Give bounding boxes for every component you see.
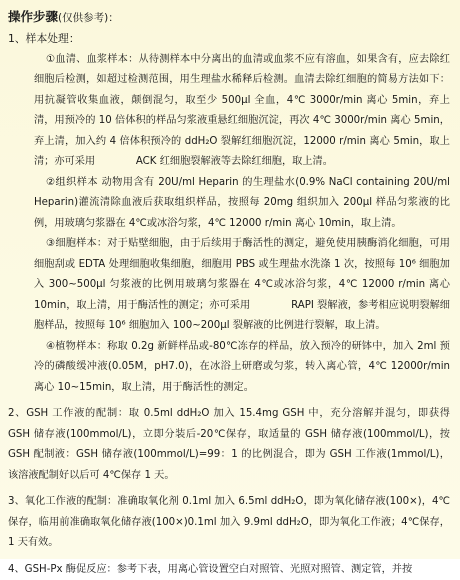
plant-paragraph: ④植物样本：称取 0.2g 新鲜样品或-80℃冻存的样品，放入预冷的研钵中，加入 2ml 预冷的磷酸缓冲液(0.05M，pH7.0)，在冰浴上研磨或匀浆，转入离心管，4℃ 12000r/min 离心 10~15min，取上清，用于酶活性的测定。 [8, 337, 450, 399]
title-note: (仅供参考)： [58, 12, 119, 24]
cell-paragraph: ③细胞样本：对于贴壁细胞，由于后续用于酶活性的测定，避免使用胰酶消化细胞，可用细胞刮或 EDTA 处理细胞收集细胞，细胞用 PBS 或生理盐水洗涤 1 次，按照每 10⁶ 细胞加入 300~500μl 匀浆液的比例用玻璃匀浆器在 4℃或冰浴匀浆，4℃ 12000 r/min 离心 10min，取上清，用于酶活性的测定；亦可采用 RAPI 裂解液，参考相应说明裂解细胞样品，按照每 10⁶ 细胞加入 100~200μl 裂解液的比例进行裂解，取上清。 [8, 234, 450, 337]
title-main: 操作步骤 [8, 9, 58, 24]
page-title [8, 8, 450, 27]
oxidation-working-solution-paragraph: 3、氧化工作液的配制：准确取氧化剂 0.1ml 加入 6.5ml ddH₂O，即为氧化储存液(100×)，4℃保存，临用前准确取氧化储存液(100×)0.1ml 加入 9.9ml ddH₂O，即为氧化工作液；4℃保存，1 天有效。 [8, 492, 450, 554]
serum-plasma-paragraph: ①血清、血浆样本：从待测样本中分离出的血清或血浆不应有溶血，如果含有，应去除红细胞后检测，如超过检测范围，用生理盐水稀释后检测。血清去除红细胞的简易方法如下：用抗凝管收集血液，颠倒混匀，取至少 500μl 全血，4℃ 3000r/min 离心 5min，弃上清，用预冷的 10 倍体积的样品匀浆液重悬红细胞沉淀，再次 4℃ 3000r/min 离心 5min，弃上清，加入约 4 倍体积预冷的 ddH₂O 裂解红细胞沉淀，12000 r/min 离心 5min，取上清；亦可采用 ACK 红细胞裂解液等去除红细胞，取上清。 [8, 50, 450, 173]
enzyme-reaction-paragraph: 4、GSH-Px 酶促反应：参考下表，用离心管设置空白对照管、光照对照管、测定管，并按 [8, 560, 450, 580]
gsh-working-solution-paragraph: 2、GSH 工作液的配制：取 0.5ml ddH₂O 加入 15.4mg GSH 中，充分溶解并混匀，即获得 GSH 储存液(100mmol/L)，立即分装后-20℃保存，取适量的 GSH 储存液(100mmol/L)，按 GSH 配制液：GSH 储存液(100mmol/L)=99：1 的比例混合，即为 GSH 工作液(1mmol/L)，该溶液配制好以后可 4℃保存 1 天。 [8, 404, 450, 486]
tissue-paragraph: ②组织样本 动物用含有 20U/ml Heparin 的生理盐水(0.9% NaCl containing 20U/ml Heparin)灌流清除血液后获取组织样品，按照每 20mg 组织加入 200μl 样品匀浆液的比例，用玻璃匀浆器在 4℃或冰浴匀浆，4℃ 12000 r/min 离心 10min，取上清。 [8, 173, 450, 235]
section1-heading: 1、样本处理： [8, 29, 450, 50]
